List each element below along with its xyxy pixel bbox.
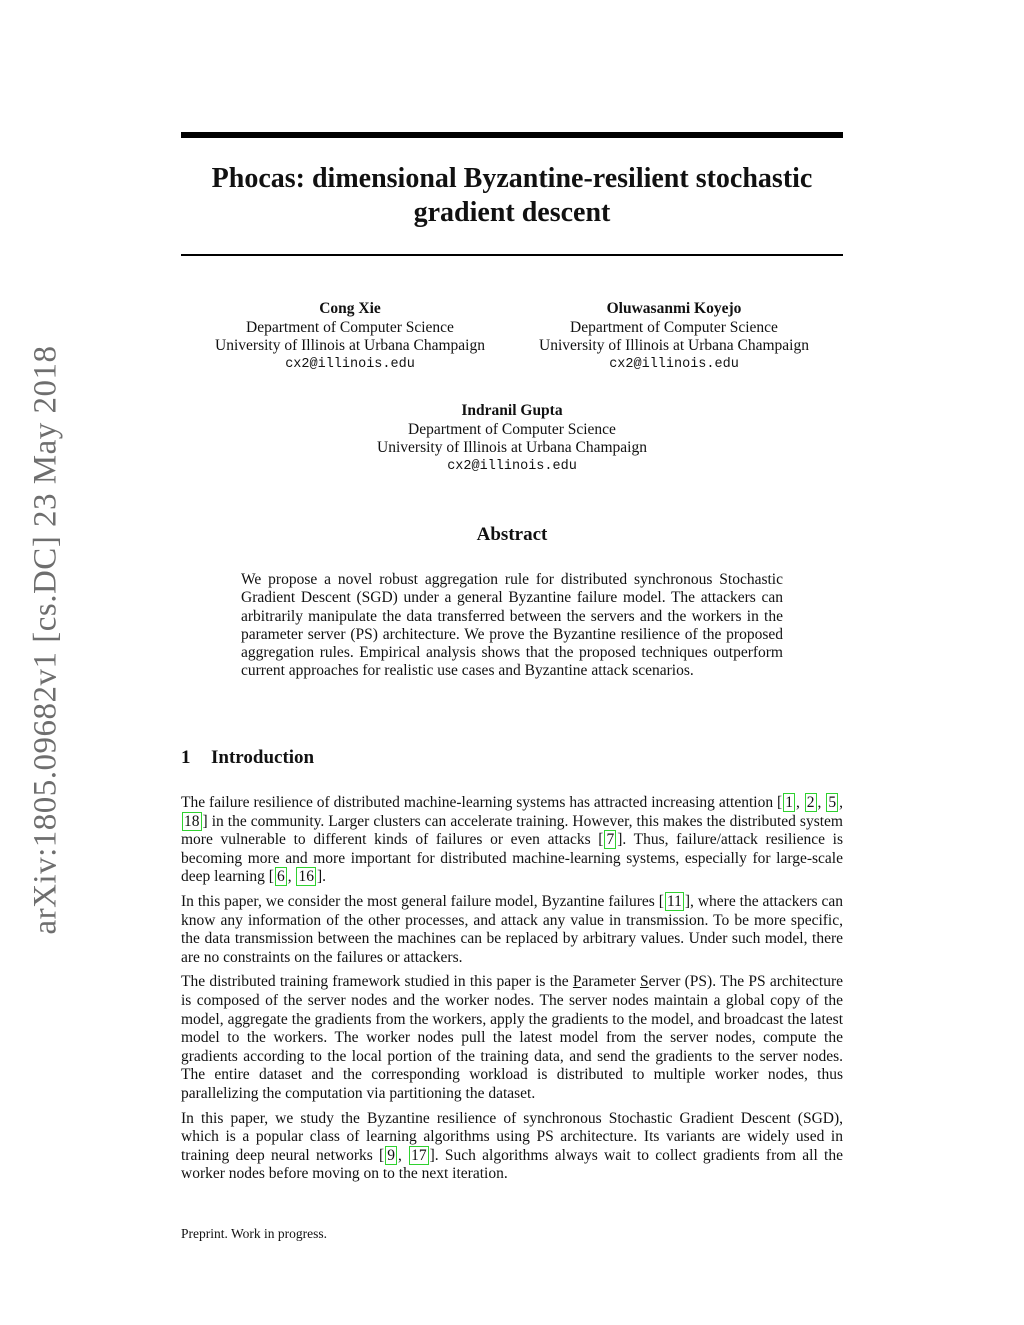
author-name: Cong Xie	[319, 300, 381, 317]
text-span: The failure resilience of distributed machine-learning systems has attracted increasing attention [	[181, 794, 783, 811]
author-affiliation: University of Illinois at Urbana Champaign	[377, 439, 647, 456]
preprint-footnote: Preprint. Work in progress.	[181, 1226, 328, 1241]
author-email[interactable]: cx2@illinois.edu	[285, 356, 415, 372]
text-span: erver (PS). The PS architecture is composed of the server nodes and the worker nodes. The server nodes maintain a global copy of the model, aggregate the gradients from the workers, apply the gradients to the model, and broadcast the latest model to the workers. The worker nodes pull the latest model from the server nodes, compute the gradients according to the local portion of the training data, and send the gradients to the server nodes. The entire dataset and the corresponding workload is distributed to multiple worker nodes, thus parallelizing the computation via partitioning the dataset.	[181, 973, 843, 1102]
text-span: The distributed training framework studied in this paper is the	[181, 973, 573, 991]
abstract-heading: Abstract	[476, 524, 548, 545]
text-span: In this paper, we study the Byzantine resilience of synchronous Stochastic Gradient Descent (SGD), which is a popular class of learning algorithms using PS architecture. Its variants are widely used in training deep neural networks [	[181, 1109, 843, 1164]
title-bottom-rule	[181, 254, 843, 256]
citation-link[interactable]: 7	[606, 831, 615, 849]
author-email[interactable]: cx2@illinois.edu	[609, 356, 739, 372]
citation-link[interactable]: 2	[806, 794, 815, 811]
citation-separator: ,	[817, 794, 826, 811]
arxiv-identifier-stamp: arXiv:1805.09682v1 [cs.DC] 23 May 2018	[27, 345, 64, 935]
abstract-text: We propose a novel robust aggregation rule for distributed synchronous Stochastic Gradient Descent (SGD) under a general Byzantine failure model. The attackers can arbitrarily manipulate the data transferred between the servers and the workers in the parameter server (PS) architecture. We prove the Byzantine resilience of the proposed aggregation rules. Empirical analysis shows that the proposed techniques outperform current approaches for realistic use cases and Byzantine attack scenarios.	[241, 571, 783, 680]
introduction-body	[181, 794, 843, 1190]
underlined-letter: S	[639, 973, 649, 991]
author-block	[352, 402, 672, 476]
section-number: 1	[181, 747, 191, 768]
author-email[interactable]: cx2@illinois.edu	[447, 458, 577, 474]
author-department: Department of Computer Science	[408, 420, 616, 438]
text-span: ]. Thus, failure/attack resilience is becoming more and more important for distributed machine-learning systems, especially for large-scale deep learning [	[181, 831, 843, 886]
paper-title: Phocas: dimensional Byzantine-resilient stochastic gradient descent	[211, 163, 813, 228]
section-heading	[181, 747, 314, 769]
citation-link[interactable]: 18	[184, 812, 200, 830]
author-block	[514, 300, 834, 374]
author-name: Oluwasanmi Koyejo	[606, 300, 742, 317]
paragraph	[181, 794, 843, 887]
underlined-letter: P	[572, 973, 582, 991]
citation-link[interactable]: 11	[666, 892, 682, 910]
author-block	[190, 300, 510, 374]
text-span: ]. Such algorithms always wait to collect gradients from all the worker nodes before moving on to the next iteration.	[181, 1146, 843, 1183]
author-department: Department of Computer Science	[570, 318, 778, 336]
author-affiliation: University of Illinois at Urbana Champaign	[215, 337, 485, 354]
citation-link[interactable]: 9	[387, 1146, 395, 1164]
text-span: arameter	[581, 973, 640, 991]
citation-separator: ,	[397, 1146, 409, 1164]
paragraph	[181, 973, 843, 1103]
citation-separator: ,	[287, 868, 296, 886]
citation-link[interactable]: 17	[411, 1146, 427, 1164]
author-name: Indranil Gupta	[461, 402, 563, 419]
author-affiliation: University of Illinois at Urbana Champaign	[539, 337, 809, 354]
title-top-rule	[181, 132, 843, 138]
paragraph	[181, 1110, 843, 1184]
author-department: Department of Computer Science	[246, 318, 454, 336]
text-span: ], where the attackers can know any information of the other processes, and attack any value in transmission. To be more specific, the data transmission between the machines can be replaced by arbitrary values. Under such model, there are no constraints on the failures or attackers.	[181, 892, 844, 966]
text-span: ] in the community. Larger clusters can accelerate training. However, this makes the distributed system more vulnerable to different kinds of failures or even attacks [	[181, 812, 843, 849]
section-title: Introduction	[211, 747, 315, 768]
citation-separator: ,	[795, 794, 804, 811]
citation-link[interactable]: 16	[298, 868, 314, 886]
text-span: ].	[316, 868, 327, 886]
citation-link[interactable]: 1	[785, 794, 793, 811]
citation-separator: ,	[839, 794, 843, 811]
citation-link[interactable]: 5	[828, 794, 837, 811]
text-span: In this paper, we consider the most general failure model, Byzantine failures [	[181, 892, 664, 910]
paragraph	[181, 893, 843, 967]
citation-link[interactable]: 6	[276, 868, 285, 886]
